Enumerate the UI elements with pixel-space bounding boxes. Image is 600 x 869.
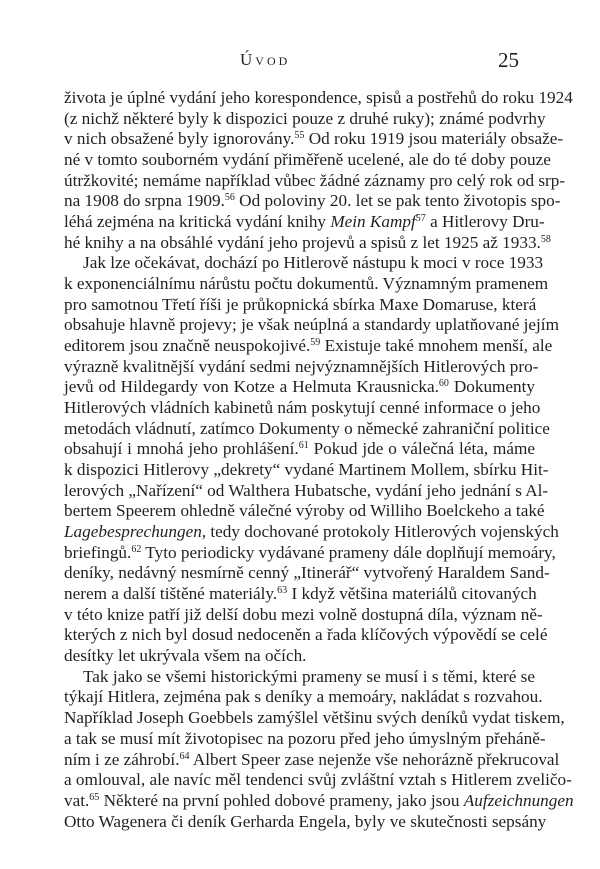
text-line	[64, 460, 549, 481]
text-line	[64, 522, 559, 543]
text-run: a tak se musí mít životopisec na pozoru před jeho úmyslným přeháně-	[64, 728, 546, 748]
text-line	[64, 108, 546, 130]
text-line	[64, 584, 535, 605]
text-run: Od poloviny 20. let se pak tento životopis spo-	[234, 191, 561, 211]
text-run: Například Joseph Goebbels zamýšlel většinu svých deníků vydat tiskem,	[64, 708, 565, 728]
text-line	[64, 480, 549, 502]
text-run: Existuje také mnohem menší, ale	[320, 336, 553, 356]
italic-title: Mein Kampf	[330, 212, 416, 232]
text-line	[64, 749, 560, 771]
text-run: Hitlerových vládních kabinetů nám poskytují cenné informace o jeho	[64, 398, 541, 418]
italic-title: Aufzeichnungen	[463, 790, 574, 810]
text-run: týkají Hitlera, zejména pak s deníky a memoáry, nakládat s rozvahou.	[64, 687, 543, 707]
text-run: k exponenciálnímu nárůstu počtu dokumentů. Významným pramenem	[64, 274, 549, 294]
text-run: metodách vládnutí, zatímco Dokumenty o německé zahraniční politice	[64, 418, 550, 438]
text-run: Albert Speer zase nejenže vše nehorázně překrucoval	[189, 749, 560, 769]
footnote-ref: 57	[415, 213, 426, 225]
footnote-ref: 60	[438, 378, 449, 390]
text-line	[64, 212, 545, 233]
text-line	[64, 398, 541, 419]
footnote-ref: 62	[131, 543, 142, 555]
paragraph	[64, 253, 559, 666]
footnote-ref: 55	[294, 130, 305, 142]
text-run: kterých z nich byl dosud nedoceněn a řada klíčových výpovědí se celé	[64, 625, 548, 645]
text-run: Některé na první pohled dobové prameny, jako jsou	[99, 790, 464, 810]
text-run: na 1908 do srpna 1909.	[64, 191, 225, 211]
text-run: hé knihy a na obsáhlé vydání jeho projevů a spisů z let 1925 až 1933.	[64, 232, 541, 252]
body-text	[64, 88, 574, 832]
text-run: desítky let ukrývala všem na očích.	[64, 646, 307, 666]
text-line	[64, 728, 546, 750]
text-run: obsahuje hlavně projevy; je však neúplná a standardy uplatňované jejím	[64, 315, 559, 335]
text-run: k dispozici Hitlerovy „dekrety“ vydané Martinem Mollem, sbírku Hit-	[64, 460, 549, 480]
text-line	[64, 418, 550, 440]
text-line	[64, 542, 556, 564]
text-line	[64, 708, 565, 729]
text-run: a Hitlerovy Dru-	[425, 212, 545, 232]
text-run: briefingů.	[64, 542, 132, 562]
page-number: 25	[498, 48, 519, 72]
text-run: obsahují i mnohá jeho prohlášení.	[64, 439, 299, 459]
text-line	[64, 88, 573, 109]
footnote-ref: 56	[224, 192, 235, 204]
text-run: editorem jsou značně neuspokojivé.	[64, 336, 311, 356]
text-run: ním i ze záhrobí.	[64, 749, 180, 769]
text-line	[64, 563, 550, 584]
text-run: Jak lze očekávat, dochází po Hitlerově nástupu k moci v roce 1933	[83, 253, 544, 273]
text-line	[64, 356, 539, 378]
text-run: Od roku 1919 jsou materiály obsaže-	[304, 129, 564, 149]
paragraph	[64, 88, 573, 253]
text-run: Pokud jde o válečná léta, máme	[308, 439, 536, 459]
text-line	[64, 501, 545, 522]
footnote-ref: 61	[298, 440, 309, 452]
text-line	[64, 253, 544, 274]
text-line	[64, 770, 572, 791]
text-line	[64, 811, 547, 833]
footnote-ref: 63	[277, 585, 288, 597]
text-run: pro samotnou Třetí říši je průkopnická sbírka Maxe Domaruse, která	[64, 294, 537, 314]
text-run: deníky, nedávný nesmírně cenný „Itinerář“ vytvořený Haraldem Sand-	[64, 563, 550, 583]
text-run: Tyto periodicky vydávané prameny dále doplňují memoáry,	[141, 542, 556, 562]
text-line	[64, 439, 535, 460]
footnote-ref: 59	[310, 337, 321, 349]
chapter-title: Úvod	[240, 50, 291, 69]
text-line	[64, 191, 561, 212]
text-run: (z nichž některé byly k dispozici pouze z druhé ruky); známé podvrhy	[64, 108, 546, 128]
text-run: né v tomto souborném vydání přiměřeně ucelené, ale do té doby pouze	[64, 150, 551, 170]
paragraph	[64, 666, 574, 832]
text-line	[64, 667, 535, 688]
footnote-ref: 65	[89, 791, 100, 803]
italic-title: Lagebesprechungen	[64, 522, 202, 542]
text-line	[64, 295, 535, 316]
text-run: života je úplné vydání jeho korespondence, spisů a postřehů do roku 1924	[64, 88, 573, 107]
text-run: útržkovité; nemáme například vůbec žádné záznamy pro celý rok od srp-	[64, 170, 566, 190]
text-run: Dokumenty	[448, 377, 536, 397]
text-line	[64, 274, 549, 295]
text-line	[64, 377, 535, 398]
text-line	[64, 129, 564, 150]
text-line	[64, 646, 535, 667]
text-line	[64, 790, 574, 812]
text-line	[64, 170, 566, 192]
footnote-ref: 58	[540, 233, 551, 245]
running-head	[0, 50, 600, 74]
text-line	[64, 150, 551, 171]
text-run: I když většina materiálů citovaných	[287, 584, 537, 604]
text-line	[64, 625, 548, 646]
text-run: bertem Speerem ohledně válečné výroby od Williho Boelckeho a také	[64, 501, 545, 521]
text-line	[64, 315, 559, 336]
text-run: léhá zejména na kritická vydání knihy	[64, 212, 331, 232]
text-run: v této knize patří již delší dobu mezi volně dostupná díla, význam ně-	[64, 604, 543, 624]
text-run: nerem a další tištěné materiály.	[64, 584, 278, 604]
text-run: jevů od Hildegardy von Kotze a Helmuta Krausnicka.	[64, 377, 439, 397]
text-line	[64, 232, 551, 254]
text-line	[64, 336, 553, 357]
text-line	[64, 687, 543, 708]
text-run: lerových „Nařízení“ od Walthera Hubatsche, vydání jeho jednání s Al-	[64, 480, 549, 500]
text-run: , tedy dochované protokoly Hitlerových vojenských	[201, 522, 559, 542]
text-run: a omlouval, ale navíc měl tendenci svůj zvláštní vztah s Hitlerem zveličo-	[64, 770, 572, 790]
text-run: Tak jako se všemi historickými prameny se musí i s těmi, které se	[83, 666, 535, 686]
footnote-ref: 64	[179, 750, 190, 762]
text-run: Otto Wagenera či deník Gerharda Engela, byly ve skutečnosti sepsány	[64, 811, 547, 831]
text-line	[64, 604, 543, 626]
text-run: vat.	[64, 790, 90, 810]
text-run: výrazně kvalitnější vydání sedmi nejvýznamnějších Hitlerových pro-	[64, 356, 539, 376]
text-run: v nich obsažené byly ignorovány.	[64, 129, 295, 149]
